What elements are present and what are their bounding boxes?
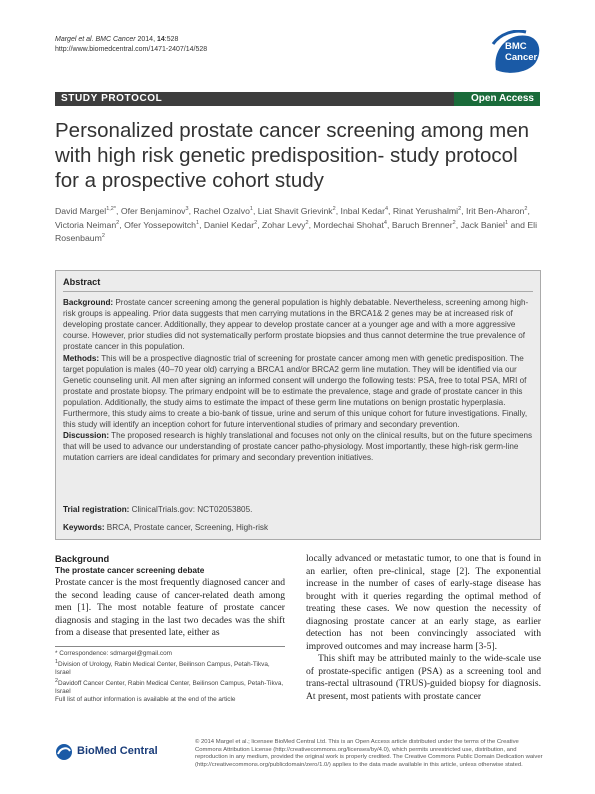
author[interactable]: Victoria Neiman xyxy=(55,219,117,230)
abstract-box xyxy=(55,270,541,540)
author[interactable]: Rinat Yerushalmi xyxy=(392,206,459,216)
running-head-article: :528 xyxy=(164,36,179,43)
running-head-year: 2014, xyxy=(135,36,157,43)
affiliation-1 xyxy=(55,658,285,677)
open-access-badge xyxy=(454,92,540,106)
author[interactable]: Ofer Benjaminov xyxy=(120,206,186,216)
running-head-volume: 14 xyxy=(156,36,165,43)
affiliation-1-marker: 1 xyxy=(55,659,58,665)
article-title: Personalized prostate cancer screening among men with high risk genetic predisposition- study protocol for a prospective cohort study xyxy=(55,119,530,192)
full-author-info-note: Full list of author information is available at the end of the article xyxy=(55,696,236,704)
subsection-heading: The prostate cancer screening debate xyxy=(55,565,205,575)
abstract-methods-text: This will be a prospective diagnostic trial of screening for prostate cancer among men with genetic predisposition. The target population is males (40–70 year old) carrying a BRCA1 and/or BRCA2 germ line mutation. They will be identified via our Genetic counseling unit. All men after signing an informed consent will undergo the following tests: PSA, free to total PSA, MRI of prostate and prostate biopsy. The primary endpoint will be to estimate the prevalence, stage and grade of prostate cancer in this population. Additionally, the study aims to estimate the impact of these germ line mutations on benign prostatic hyperplasia. Furthermore, this study aims to create a bio-bank of tissue, urine and serum of this unique cohort for future investigations. Finally, this study will identify an inception cohort for future interventional studies of primary and secondary prevention. xyxy=(63,354,528,429)
author-affiliation-marker: 1 xyxy=(249,206,253,213)
author[interactable]: Liat Shavit Grievink xyxy=(257,206,333,216)
author[interactable]: Zohar Levy xyxy=(262,219,306,230)
bmc-cancer-logo xyxy=(490,30,542,76)
abstract-methods-label: Methods: xyxy=(63,354,100,363)
running-head-journal: BMC Cancer xyxy=(95,36,136,43)
open-access-label: Open Access xyxy=(471,93,534,104)
author[interactable]: Mordechai Shohat xyxy=(313,219,384,230)
abstract-discussion xyxy=(63,430,535,463)
abstract-background-text: Prostate cancer screening among the general population is highly debatable. Nevertheless, screening among high-risk groups is appealing. Prior data suggests that men carrying mutations in the BRCA1& 2 genes may be at increased risk of developing prostate cancer. Additionally, they appear to develop prostate cancer at a younger age and with a more aggressive course. However, prior studies did not systematically perform prostate biopsies and thus cannot determine the true prevalence of prostate cancer in this population. xyxy=(63,298,529,351)
abstract-trial-text: ClinicalTrials.gov: NCT02053805. xyxy=(129,505,253,514)
author-list: David Margel$^{1,2*}$, Ofer Benjaminov$^3$, Rachel Ozalvo$^1$, Liat Shavit Grievink$^2$, Inbal Kedar$^4$, Rinat Yerushalmi$^2$, Irit Ben-Aharon$^2$, Victoria Neiman$^2$, Ofer Yossepowitch$^1$, Daniel Kedar$^2$, Zohar Levy$^2$, Mordechai Shohat$^4$, Baruch Brenner$^2$, Jack Baniel$^1$ and Eli Rosenbaum$^2$ xyxy=(55,206,538,243)
author-affiliation-marker: 2 xyxy=(101,233,105,240)
affiliation-2-marker: 2 xyxy=(55,678,58,685)
running-head-etal: et al. xyxy=(76,36,96,43)
author-affiliation-marker: 2 xyxy=(305,219,309,226)
author-affiliation-marker: 2 xyxy=(524,206,528,213)
article-type-label: STUDY PROTOCOL xyxy=(61,93,163,104)
section-heading: Background xyxy=(55,554,110,564)
author-affiliation-marker: 2 xyxy=(452,219,456,226)
citation-line xyxy=(55,35,207,45)
logo-line2: Cancer xyxy=(505,51,538,63)
article-type-banner xyxy=(55,92,540,106)
author[interactable]: Rachel Ozalvo xyxy=(193,206,250,216)
logo-line1: BMC xyxy=(505,41,527,52)
author[interactable]: Inbal Kedar xyxy=(340,206,385,216)
abstract-keywords xyxy=(63,522,535,533)
author[interactable]: Ofer Yossepowitch xyxy=(124,219,197,230)
author-affiliation-marker: 2 xyxy=(254,219,258,226)
author-affiliation-marker: 3 xyxy=(185,206,189,213)
author[interactable]: Baruch Brenner xyxy=(391,219,453,230)
author-affiliation-marker: 1 xyxy=(505,219,509,226)
body-paragraph: This shift may be attributed mainly to the wide-scale use of prostate-specific antigen (PSA) as a screening tool and trans-rectal ultrasound (TRUS)-guided biopsy for diagnosis. At present, most patients with prostate cancer xyxy=(306,653,541,702)
abstract-background xyxy=(63,297,535,352)
author-affiliation-marker: 1,2* xyxy=(106,206,116,213)
author-affiliation-marker: 2 xyxy=(458,206,462,213)
running-head xyxy=(55,35,207,54)
body-right-column xyxy=(306,553,541,703)
author[interactable]: Jack Baniel xyxy=(460,219,505,230)
author-affiliation-marker: 2 xyxy=(116,219,120,226)
body-paragraph: locally advanced or metastatic tumor, to one that is found in an earlier, often pre-clinical, stage [2]. The exponential increase in the number of cases of early-stage disease has brought with it queries regarding the optimal method of treating these cases. We now question the necessity of diagnosing prostate cancer at an early stage, as earlier detection has not been convincingly associated with improved outcomes and may increase harm [3-5]. xyxy=(306,553,541,652)
abstract-keywords-text: BRCA, Prostate cancer, Screening, High-risk xyxy=(104,523,269,532)
biomed-central-swoosh-icon xyxy=(55,743,73,761)
author-affiliation-marker: 4 xyxy=(384,206,389,213)
affiliation-2 xyxy=(55,677,285,696)
abstract-keywords-label: Keywords: xyxy=(63,523,105,532)
abstract-methods xyxy=(63,353,535,430)
body-paragraph: Prostate cancer is the most frequently diagnosed cancer and the second leading cause of cancer-related death among men [1]. The most notable feature of prostate cancer diagnosis and staging in the last two decades was the shift from a disease that presented late, either as xyxy=(55,577,285,638)
author-affiliation-marker: 1 xyxy=(196,219,200,226)
affiliation-1-text: Division of Urology, Rabin Medical Center, Beilinson Campus, Petah-Tikva, Israel xyxy=(55,661,270,677)
body-left-column xyxy=(55,553,285,640)
abstract-discussion-label: Discussion: xyxy=(63,431,110,440)
abstract-background-label: Background: xyxy=(63,298,114,307)
author[interactable]: Irit Ben-Aharon xyxy=(465,206,525,216)
author[interactable]: David Margel xyxy=(55,206,107,216)
abstract-divider xyxy=(63,291,533,292)
abstract-trial-label: Trial registration: xyxy=(63,505,130,514)
abstract-trial-registration xyxy=(63,504,535,515)
publisher-name: BioMed Central xyxy=(77,745,158,757)
author[interactable]: Eli Rosenbaum xyxy=(55,219,538,243)
abstract-heading: Abstract xyxy=(63,277,101,287)
author-affiliation-marker: 4 xyxy=(383,219,387,226)
biomed-central-logo xyxy=(55,742,175,762)
license-statement: © 2014 Margel et al.; licensee BioMed Central Ltd. This is an Open Access article distributed under the terms of the Creative Commons Attribution License (http://creativecommons.org/licenses/by/4.0), which permits unrestricted use, distribution, and reproduction in any medium, provided the original work is properly credited. The Creative Commons Public Domain Dedication waiver (http://creativecommons.org/publicdomain/zero/1.0/) applies to the data made available in this article, unless otherwise stated. xyxy=(195,739,543,768)
bmc-logo-text xyxy=(505,42,537,63)
running-head-author: Margel xyxy=(55,36,77,43)
affiliation-2-text: Davidoff Cancer Center, Rabin Medical Center, Beilinson Campus, Petah-Tikva, Israel xyxy=(55,680,284,696)
footnotes xyxy=(55,646,285,704)
author[interactable]: Daniel Kedar xyxy=(203,219,255,230)
article-url[interactable]: http://www.biomedcentral.com/1471-2407/14/528 xyxy=(55,45,208,53)
abstract-discussion-text: The proposed research is highly translational and focuses not only on the clinical results, but on the future specimens that will be used to advance our understanding of prostate cancer patho-physiology. Most importantly, these high-risk germ-line mutation carriers are ideal candidates for primary and secondary prevention initiatives. xyxy=(63,431,533,462)
correspondence-note: * Correspondence: sdmargel@gmail.com xyxy=(55,650,172,657)
author-affiliation-marker: 2 xyxy=(332,206,336,213)
